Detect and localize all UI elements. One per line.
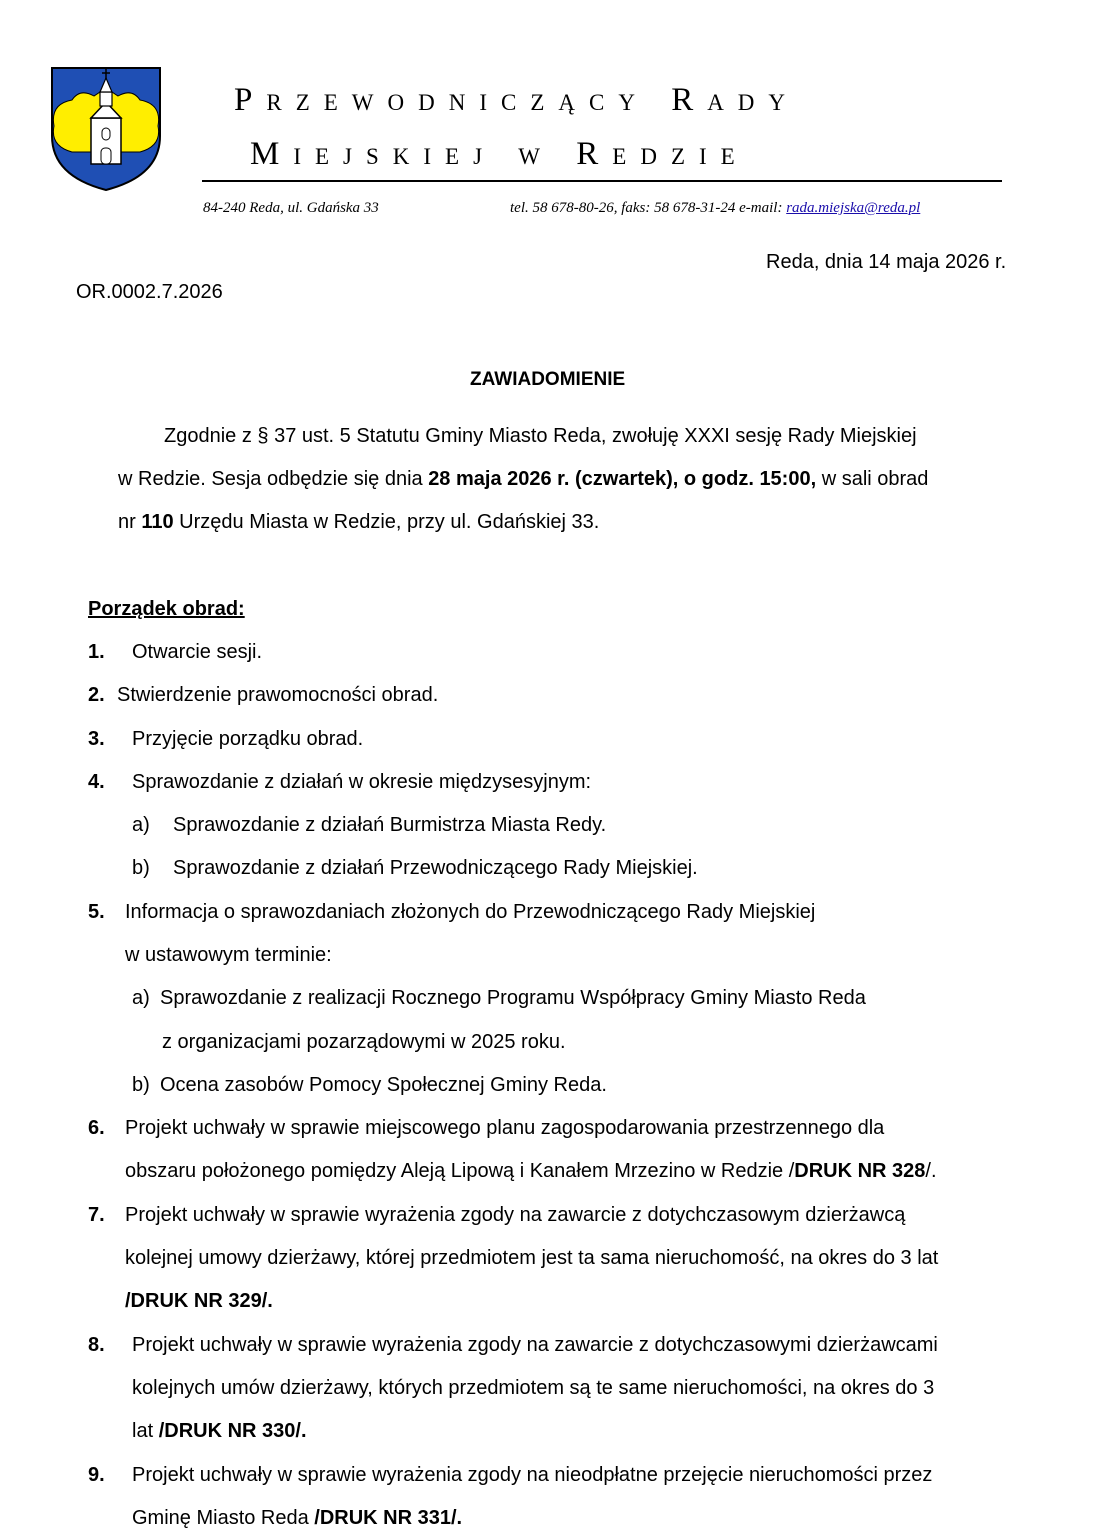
agenda-item-6-line2: obszaru położonego pomiędzy Aleją Lipową i Kanałem Mrzezino w Redzie /DRUK NR 328/. [125, 1160, 937, 1182]
agenda-subitem-letter: a) [132, 814, 150, 836]
agenda-item-3: Przyjęcie porządku obrad. [132, 728, 364, 750]
agenda-item-4a: Sprawozdanie z działań Burmistrza Miasta Redy. [173, 814, 607, 836]
agenda-heading: Porządek obrad: [88, 598, 245, 620]
place-date: Reda, dnia 14 maja 2026 r. [766, 251, 1007, 273]
agenda-item-8-line3: lat /DRUK NR 330/. [132, 1420, 307, 1442]
header-title-line1: Przewodniczący Rady [234, 82, 800, 118]
agenda-item-9-line2: Gminę Miasto Reda /DRUK NR 331/. [132, 1507, 463, 1529]
agenda-item-9-line1: Projekt uchwały w sprawie wyrażenia zgody na nieodpłatne przejęcie nieruchomości przez [132, 1464, 933, 1486]
agenda-item-5a-line1: Sprawozdanie z realizacji Rocznego Programu Współpracy Gminy Miasto Reda [160, 987, 866, 1009]
header-email-link[interactable]: rada.miejska@reda.pl [786, 200, 921, 216]
header-contact [510, 200, 920, 217]
agenda-item-6-line1: Projekt uchwały w sprawie miejscowego planu zagospodarowania przestrzennego dla [125, 1117, 885, 1139]
agenda-number: 8. [88, 1334, 105, 1356]
agenda-item-4b: Sprawozdanie z działań Przewodniczącego Rady Miejskiej. [173, 857, 698, 879]
notice-paragraph-line3: nr 110 Urzędu Miasta w Redzie, przy ul. Gdańskiej 33. [118, 511, 600, 533]
header-rule [202, 180, 1002, 182]
agenda-number: 5. [88, 901, 105, 923]
agenda-item-5-line1: Informacja o sprawozdaniach złożonych do Przewodniczącego Rady Miejskiej [125, 901, 816, 923]
agenda-item-7-line1: Projekt uchwały w sprawie wyrażenia zgody na zawarcie z dotychczasowym dzierżawcą [125, 1204, 906, 1226]
agenda-item-8-line1: Projekt uchwały w sprawie wyrażenia zgody na zawarcie z dotychczasowymi dzierżawcami [132, 1334, 938, 1356]
agenda-subitem-letter: b) [132, 1074, 150, 1096]
coat-of-arms-logo [50, 66, 162, 192]
druk-number: /DRUK NR 329/. [125, 1290, 273, 1312]
header-address: 84-240 Reda, ul. Gdańska 33 [203, 200, 379, 216]
druk-number: DRUK NR 328 [794, 1160, 926, 1182]
agenda-subitem-letter: b) [132, 857, 150, 879]
agenda-item-4: Sprawozdanie z działań w okresie międzysesyjnym: [132, 771, 592, 793]
agenda-item-5b: Ocena zasobów Pomocy Społecznej Gminy Reda. [160, 1074, 607, 1096]
agenda-item-2: Stwierdzenie prawomocności obrad. [117, 684, 439, 706]
agenda-item-7-line2: kolejnej umowy dzierżawy, której przedmiotem jest ta sama nieruchomość, na okres do 3 lat [125, 1247, 939, 1269]
header-phone: tel. 58 678-80-26, faks: 58 678-31-24 [510, 200, 736, 216]
agenda-number: 2. [88, 684, 105, 706]
notice-paragraph-line2: w Redzie. Sesja odbędzie się dnia 28 maja 2026 r. (czwartek), o godz. 15:00, w sali obrad [118, 468, 929, 490]
session-date-time: 28 maja 2026 r. (czwartek), o godz. 15:00, [428, 468, 817, 490]
agenda-number: 1. [88, 641, 105, 663]
header-email-label: e-mail: [739, 200, 783, 216]
druk-number: /DRUK NR 331/. [314, 1507, 463, 1529]
notice-paragraph-line1: Zgodnie z § 37 ust. 5 Statutu Gminy Miasto Reda, zwołuję XXXI sesję Rady Miejskiej [164, 425, 917, 447]
agenda-item-1: Otwarcie sesji. [132, 641, 263, 663]
agenda-item-5-line2: w ustawowym terminie: [125, 944, 332, 966]
agenda-item-5a-line2: z organizacjami pozarządowymi w 2025 roku. [162, 1031, 566, 1053]
agenda-number: 4. [88, 771, 105, 793]
header-title-line2: Miejskiej w Redzie [250, 136, 749, 172]
agenda-number: 3. [88, 728, 105, 750]
reference-number: OR.0002.7.2026 [76, 281, 223, 303]
agenda-number: 7. [88, 1204, 105, 1226]
agenda-number: 6. [88, 1117, 105, 1139]
agenda-subitem-letter: a) [132, 987, 150, 1009]
notice-title: ZAWIADOMIENIE [470, 369, 626, 390]
agenda-item-8-line2: kolejnych umów dzierżawy, których przedmiotem są te same nieruchomości, na okres do 3 [132, 1377, 935, 1399]
agenda-number: 9. [88, 1464, 105, 1486]
room-number: 110 [141, 511, 174, 533]
druk-number: /DRUK NR 330/. [158, 1420, 307, 1442]
